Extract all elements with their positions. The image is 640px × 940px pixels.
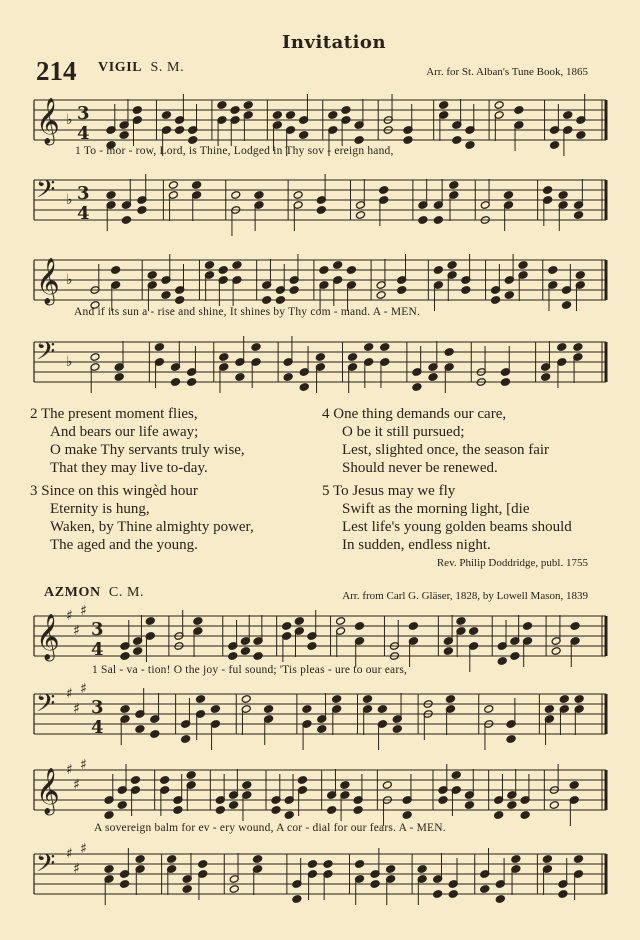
notehead xyxy=(417,865,427,874)
verse-4 xyxy=(322,405,549,477)
notehead xyxy=(548,266,558,275)
notehead xyxy=(408,622,418,631)
notehead xyxy=(292,895,302,904)
notehead xyxy=(282,622,292,631)
notehead xyxy=(235,373,245,382)
notehead xyxy=(354,860,364,869)
notehead xyxy=(402,811,412,820)
notehead xyxy=(354,136,364,145)
notehead xyxy=(187,378,197,387)
notehead xyxy=(241,695,251,704)
notehead xyxy=(210,705,220,714)
notehead xyxy=(353,806,363,815)
notehead xyxy=(549,801,559,810)
verse-2 xyxy=(30,405,245,477)
notehead xyxy=(500,378,510,387)
notehead xyxy=(377,705,387,714)
notehead xyxy=(346,266,356,275)
verse-line: Swift as the morning light, [die xyxy=(342,501,530,517)
notehead xyxy=(354,622,364,631)
notehead xyxy=(284,811,294,820)
notehead xyxy=(569,781,579,790)
notehead xyxy=(456,617,466,626)
treble-clef: 𝄞 xyxy=(36,98,60,144)
bass-clef: 𝄢 xyxy=(36,175,56,210)
notehead xyxy=(570,622,580,631)
treble-clef: 𝄞 xyxy=(36,768,60,814)
notehead xyxy=(504,291,514,300)
staff-system-2-treble xyxy=(0,252,640,332)
notehead xyxy=(510,652,520,661)
notehead xyxy=(452,136,462,145)
verse-line: O make Thy servants truly wise, xyxy=(50,442,245,458)
notehead xyxy=(562,301,572,310)
notehead xyxy=(219,353,229,362)
verse-line: Lest life's young golden beams should xyxy=(342,519,572,535)
key-signature-accidental: ♯ xyxy=(80,757,87,773)
notehead xyxy=(215,806,225,815)
notehead xyxy=(484,705,494,714)
notehead xyxy=(198,860,208,869)
notehead xyxy=(285,111,295,120)
notehead xyxy=(433,216,443,225)
notehead xyxy=(121,216,131,225)
verse-author-credit: Rev. Philip Doddridge, publ. 1755 xyxy=(436,557,588,569)
notehead xyxy=(90,353,100,362)
notehead xyxy=(558,191,568,200)
notehead xyxy=(333,261,343,270)
notehead xyxy=(328,111,338,120)
key-signature-accidental: ♯ xyxy=(73,623,80,639)
notehead xyxy=(563,111,573,120)
notehead xyxy=(106,191,116,200)
notehead xyxy=(573,855,583,864)
notehead xyxy=(380,343,390,352)
notehead xyxy=(175,126,185,135)
notehead xyxy=(104,811,114,820)
notehead xyxy=(522,622,532,631)
notehead xyxy=(243,101,253,110)
verse-line: 2 The present moment flies, xyxy=(30,406,198,422)
notehead xyxy=(382,781,392,790)
notehead xyxy=(130,776,140,785)
notehead xyxy=(574,695,584,704)
notehead xyxy=(364,343,374,352)
staff-system-3-bass xyxy=(0,681,640,766)
notehead xyxy=(551,647,561,656)
notehead xyxy=(231,191,241,200)
verse-line: That they may live to-day. xyxy=(50,460,208,476)
notehead xyxy=(307,860,317,869)
notehead xyxy=(230,106,240,115)
notehead xyxy=(242,781,252,790)
notehead xyxy=(507,801,517,810)
key-signature-accidental: ♯ xyxy=(66,846,73,862)
notehead xyxy=(254,191,264,200)
verse-line: And bears our life away; xyxy=(50,424,199,440)
notehead xyxy=(464,801,474,810)
staff-system-1-bass xyxy=(0,172,640,252)
notehead xyxy=(520,811,530,820)
tune-meter: S. M. xyxy=(150,60,185,75)
notehead xyxy=(575,271,585,280)
notehead xyxy=(161,111,171,120)
notehead xyxy=(511,855,521,864)
notehead xyxy=(271,806,281,815)
notehead xyxy=(195,695,205,704)
verse-line: In sudden, endless night. xyxy=(342,537,491,553)
notehead xyxy=(362,695,372,704)
time-signature-bottom: 4 xyxy=(77,203,90,224)
notehead xyxy=(299,383,309,392)
lyrics-line-3: 1 Sal - va - tion! O the joy - ful sound; 'Tis pleas - ure to our ears, xyxy=(92,664,408,676)
notehead xyxy=(574,211,584,220)
notehead xyxy=(294,617,304,626)
notehead xyxy=(514,106,524,115)
notehead xyxy=(160,776,170,785)
notehead xyxy=(317,725,327,734)
verse-line: 4 One thing demands our care, xyxy=(322,406,507,422)
notehead xyxy=(132,106,142,115)
notehead xyxy=(299,131,309,140)
notehead xyxy=(251,343,261,352)
notehead xyxy=(386,865,396,874)
notehead xyxy=(262,296,272,305)
key-signature-accidental: ♯ xyxy=(66,686,73,702)
notehead xyxy=(443,647,453,656)
notehead xyxy=(161,291,171,300)
notehead xyxy=(272,111,282,120)
key-signature-accidental: ♯ xyxy=(80,603,87,619)
notehead xyxy=(544,705,554,714)
notehead xyxy=(302,705,312,714)
notehead xyxy=(506,735,516,744)
key-signature-accidental: ♯ xyxy=(80,681,87,697)
notehead xyxy=(332,695,342,704)
notehead xyxy=(576,131,586,140)
notehead xyxy=(558,890,568,899)
notehead xyxy=(228,652,238,661)
notehead xyxy=(543,186,553,195)
notehead xyxy=(135,855,145,864)
notehead xyxy=(469,627,479,636)
verse-line: 3 Since on this wingèd hour xyxy=(30,483,198,499)
notehead xyxy=(175,296,185,305)
notehead xyxy=(154,343,164,352)
notehead xyxy=(376,291,386,300)
notehead xyxy=(559,695,569,704)
notehead xyxy=(229,801,239,810)
notehead xyxy=(182,885,192,894)
notehead xyxy=(289,286,299,295)
notehead xyxy=(433,266,443,275)
notehead xyxy=(347,353,357,362)
time-signature-bottom: 4 xyxy=(91,717,104,738)
time-signature-top: 3 xyxy=(77,103,90,124)
notehead xyxy=(167,855,177,864)
verse-5 xyxy=(322,482,572,554)
page-title: Invitation xyxy=(282,32,387,53)
notehead xyxy=(264,705,274,714)
notehead xyxy=(119,131,129,140)
tune-title: VIGIL xyxy=(98,60,143,75)
notehead xyxy=(494,811,504,820)
staff-system-4-bass xyxy=(0,841,640,926)
notehead xyxy=(518,261,528,270)
notehead xyxy=(186,771,196,780)
treble-clef: 𝄞 xyxy=(36,614,60,660)
tune-arrangement: Arr. for St. Alban's Tune Book, 1865 xyxy=(426,66,588,78)
notehead xyxy=(193,617,203,626)
notehead xyxy=(217,101,227,110)
notehead xyxy=(111,266,121,275)
verse-line: O be it still pursued; xyxy=(342,424,465,440)
notehead xyxy=(104,865,114,874)
notehead xyxy=(253,855,263,864)
notehead xyxy=(392,725,402,734)
notehead xyxy=(117,801,127,810)
notehead xyxy=(114,373,124,382)
time-signature-top: 3 xyxy=(77,183,90,204)
time-signature-bottom: 4 xyxy=(91,639,104,660)
notehead xyxy=(550,141,560,150)
time-signature-top: 3 xyxy=(91,619,104,640)
tune-arrangement-2: Arr. from Carl G. Gläser, 1828, by Lowell Mason, 1839 xyxy=(342,590,588,602)
notehead xyxy=(170,378,180,387)
notehead xyxy=(370,880,380,889)
bass-clef: 𝄢 xyxy=(36,689,56,724)
notehead xyxy=(495,895,505,904)
notehead xyxy=(557,343,567,352)
notehead xyxy=(229,885,239,894)
verse-line: Waken, by Thine almighty power, xyxy=(50,519,254,535)
notehead xyxy=(173,806,183,815)
key-signature-accidental: ♯ xyxy=(80,841,87,857)
notehead xyxy=(135,725,145,734)
treble-clef: 𝄞 xyxy=(36,258,60,304)
notehead xyxy=(275,296,285,305)
notehead xyxy=(232,261,242,270)
notehead xyxy=(120,705,130,714)
notehead xyxy=(253,652,263,661)
notehead xyxy=(181,735,191,744)
notehead xyxy=(541,373,551,382)
key-signature-accidental: ♯ xyxy=(66,762,73,778)
notehead xyxy=(137,206,147,215)
lyrics-line-1: 1 To - mor - row, Lord, is Thine, Lodged in Thy sov - ereign hand, xyxy=(75,145,394,157)
key-signature-accidental: ♯ xyxy=(66,608,73,624)
verse-line: The aged and the young. xyxy=(50,537,198,553)
tune-title-2: AZMON xyxy=(44,585,101,600)
verse-line: Eternity is hung, xyxy=(50,501,150,517)
notehead xyxy=(120,652,130,661)
notehead xyxy=(412,383,422,392)
notehead xyxy=(307,642,317,651)
notehead xyxy=(218,266,228,275)
notehead xyxy=(145,617,155,626)
notehead xyxy=(573,343,583,352)
notehead xyxy=(448,890,458,899)
notehead xyxy=(461,286,471,295)
key-signature-accidental: ♯ xyxy=(73,861,80,877)
notehead xyxy=(465,141,475,150)
notehead xyxy=(428,373,438,382)
notehead xyxy=(449,181,459,190)
notehead xyxy=(447,261,457,270)
time-signature-bottom: 4 xyxy=(77,123,90,144)
key-signature-accidental: ♭ xyxy=(66,272,73,288)
notehead xyxy=(445,695,455,704)
notehead xyxy=(319,266,329,275)
time-signature-top: 3 xyxy=(91,697,104,718)
notehead xyxy=(297,776,307,785)
bass-clef: 𝄢 xyxy=(36,849,56,884)
verse-3 xyxy=(30,482,254,554)
notehead xyxy=(491,296,501,305)
notehead xyxy=(120,880,130,889)
notehead xyxy=(438,796,448,805)
notehead xyxy=(188,136,198,145)
notehead xyxy=(503,191,513,200)
notehead xyxy=(355,211,365,220)
lyrics-line-4: A sovereign balm for ev - ery wound, A cor - dial for our fears. A - MEN. xyxy=(94,822,446,834)
notehead xyxy=(293,191,303,200)
notehead xyxy=(192,181,202,190)
notehead xyxy=(147,271,157,280)
lyrics-line-2: And if its sun a - rise and shine, It shines by Thy com - mand. A - MEN. xyxy=(74,306,421,318)
tune-name xyxy=(98,60,184,76)
bass-clef: 𝄢 xyxy=(36,337,56,372)
hymn-number: 214 xyxy=(36,56,77,86)
notehead xyxy=(150,730,160,739)
notehead xyxy=(494,101,504,110)
notehead xyxy=(323,860,333,869)
notehead xyxy=(240,647,250,656)
notehead xyxy=(327,806,337,815)
notehead xyxy=(542,855,552,864)
notehead xyxy=(451,771,461,780)
key-signature-accidental: ♯ xyxy=(73,701,80,717)
key-signature-accidental: ♭ xyxy=(66,112,73,128)
notehead xyxy=(315,353,325,362)
notehead xyxy=(133,647,143,656)
notehead xyxy=(379,186,389,195)
notehead xyxy=(168,181,178,190)
notehead xyxy=(316,206,326,215)
key-signature-accidental: ♭ xyxy=(66,354,73,370)
notehead xyxy=(204,261,214,270)
notehead xyxy=(283,373,293,382)
staff-system-3-treble xyxy=(0,603,640,688)
notehead xyxy=(336,617,346,626)
notehead xyxy=(418,216,428,225)
notehead xyxy=(397,286,407,295)
notehead xyxy=(433,890,443,899)
key-signature-accidental: ♭ xyxy=(66,192,73,208)
notehead xyxy=(480,885,490,894)
notehead xyxy=(403,136,413,145)
notehead xyxy=(340,781,350,790)
tune-meter-2: C. M. xyxy=(108,585,145,600)
tune-name-2 xyxy=(44,585,144,601)
notehead xyxy=(439,101,449,110)
notehead xyxy=(341,106,351,115)
staff-system-2-bass xyxy=(0,334,640,414)
verse-line: Lest, slighted once, the season fair xyxy=(342,442,550,458)
verse-line: Should never be renewed. xyxy=(342,460,498,476)
key-signature-accidental: ♯ xyxy=(73,777,80,793)
verse-line: 5 To Jesus may we fly xyxy=(322,483,456,499)
notehead xyxy=(497,657,507,666)
notehead xyxy=(444,348,454,357)
